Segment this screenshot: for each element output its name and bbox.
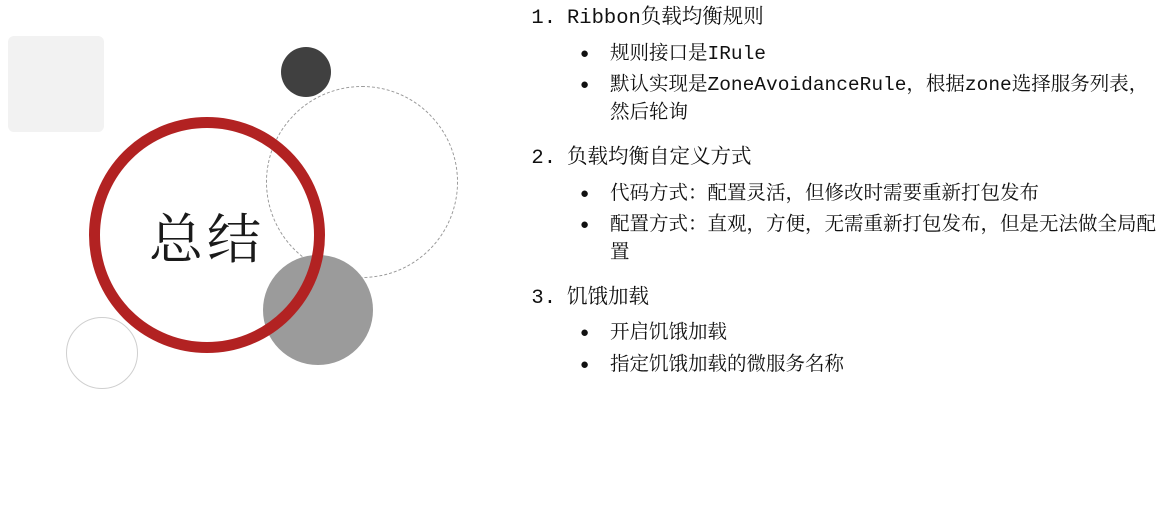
list-number: 1. (531, 7, 556, 30)
bullet-icon: ● (580, 357, 590, 375)
sub-list (512, 181, 1160, 268)
list-item (512, 284, 1160, 380)
list-heading-text: Ribbon负载均衡规则 (567, 7, 764, 30)
list-item (512, 144, 1160, 268)
list-item (512, 212, 1160, 267)
list-item (512, 41, 1160, 69)
decorative-graphic (0, 0, 500, 517)
summary-list (512, 4, 1160, 380)
bullet-icon: ● (580, 325, 590, 343)
dark-dot-shape (281, 47, 331, 97)
slide-title: 总结 (149, 209, 265, 270)
list-item (512, 72, 1160, 127)
bullet-icon: ● (580, 77, 590, 95)
bullet-text: 开启饥饿加载 (610, 322, 728, 345)
bullet-text: 配置方式：直观，方便，无需重新打包发布，但是无法做全局配置 (610, 214, 1157, 264)
bullet-text: 默认实现是ZoneAvoidanceRule，根据zone选择服务列表，然后轮询 (610, 74, 1149, 125)
list-item (512, 320, 1160, 348)
bullet-text: 规则接口是IRule (610, 42, 767, 65)
bullet-icon: ● (580, 217, 590, 235)
content-area (512, 0, 1160, 517)
list-number: 2. (531, 146, 556, 170)
list-heading-text: 饥饿加载 (567, 286, 649, 310)
bullet-text: 代码方式：配置灵活，但修改时需要重新打包发布 (610, 182, 1040, 205)
numbered-heading (512, 4, 1160, 34)
bullet-icon: ● (580, 185, 590, 203)
numbered-heading (512, 284, 1160, 314)
numbered-heading (512, 144, 1160, 174)
list-item (512, 352, 1160, 380)
bullet-icon: ● (580, 45, 590, 63)
sub-list (512, 320, 1160, 380)
list-item (512, 4, 1160, 128)
list-heading-text: 负载均衡自定义方式 (567, 146, 752, 170)
sub-list (512, 41, 1160, 128)
bullet-text: 指定饥饿加载的微服务名称 (610, 354, 845, 377)
list-number: 3. (531, 286, 556, 310)
list-item (512, 181, 1160, 209)
